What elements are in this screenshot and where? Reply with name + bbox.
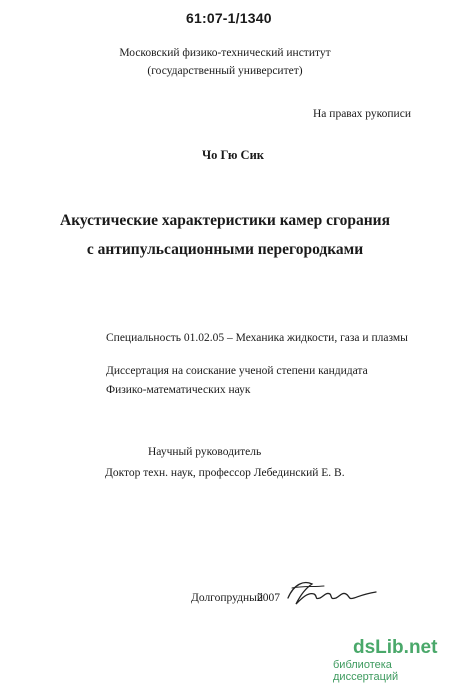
degree-line2: Физико-математических наук [106,384,251,396]
degree-line1: Диссертация на соискание ученой степени кандидата [106,365,368,377]
watermark-brand: dsLib.net [353,637,438,658]
footer-place: Долгопрудный [191,592,264,604]
rights-note: На правах рукописи [313,108,411,120]
watermark [333,637,445,683]
archive-stamp: 61:07-1/1340 [186,10,272,26]
watermark-caption: библиотека диссертаций [333,659,399,683]
institute-status: (государственный университет) [147,65,303,77]
supervisor-label: Научный руководитель [148,446,262,458]
author-name: Чо Гю Сик [202,148,264,162]
thesis-title-line1: Акустические характеристики камер сгорания [60,212,390,229]
specialty-line: Специальность 01.02.05 – Механика жидкости, газа и плазмы [106,332,408,344]
signature-icon [284,578,380,608]
footer-year: 2007 [257,592,280,604]
supervisor-name: Доктор техн. наук, профессор Лебединский Е. В. [105,467,345,479]
thesis-title-line2: с антипульсационными перегородками [86,241,364,258]
institute-name: Московский физико-технический институт [119,47,331,59]
